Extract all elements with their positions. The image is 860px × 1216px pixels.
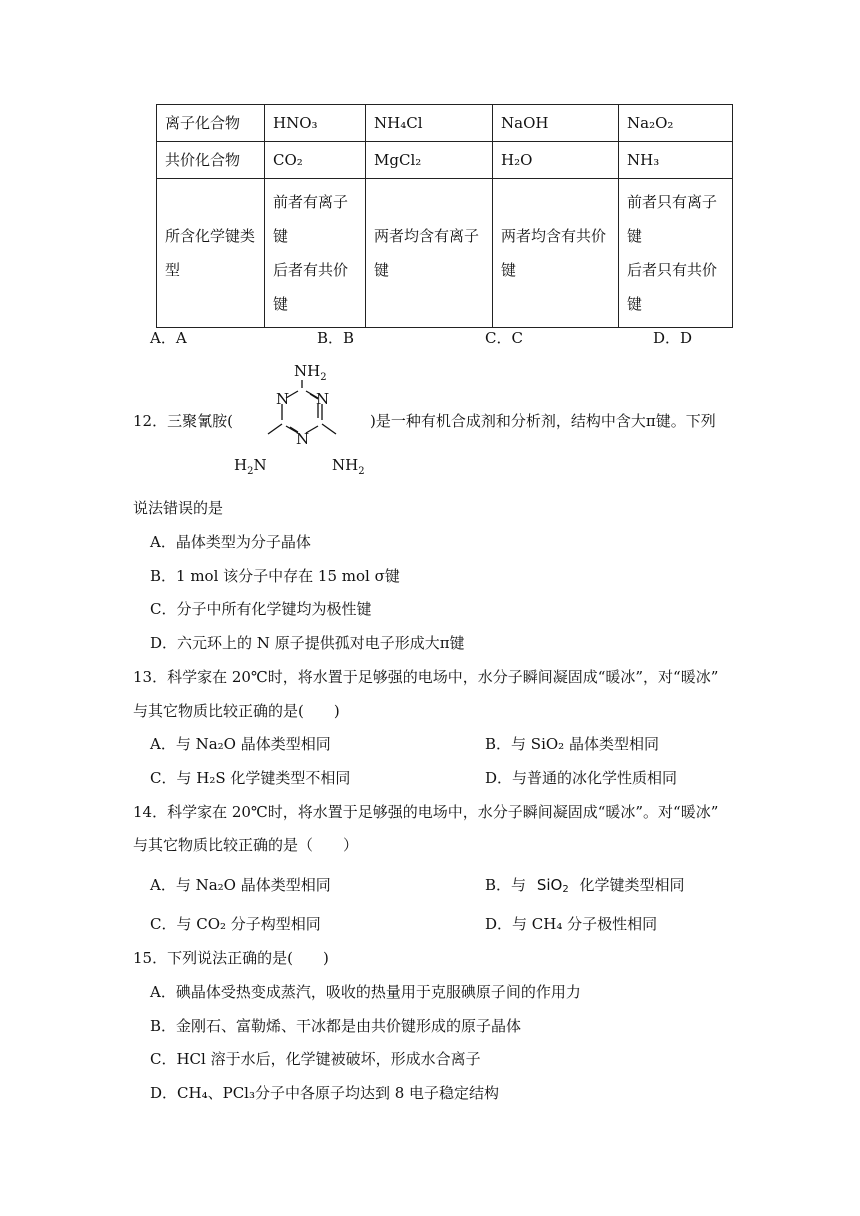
q14-option-d: D．与 CH₄ 分子极性相同 <box>485 915 658 933</box>
right-amine-label: $NH_2$ <box>332 456 365 477</box>
table-cell: 共价化合物 <box>157 142 265 179</box>
cell-line: 键 <box>627 227 643 245</box>
q14-stem-line2: 与其它物质比较正确的是（ ） <box>133 836 359 854</box>
table-cell: NH₃ <box>619 142 733 179</box>
q12-stem-prefix: 12．三聚氰胺( <box>133 412 233 430</box>
q11-option-d: D．D <box>653 329 693 347</box>
cell-line: 键 <box>501 261 517 279</box>
table-cell: 离子化合物 <box>157 105 265 142</box>
cell-line: 两者均含有共价 <box>501 227 607 245</box>
table-cell: Na₂O₂ <box>619 105 733 142</box>
q12-stem-suffix: )是一种有机合成剂和分析剂，结构中含大π键。下列 <box>370 412 716 430</box>
cell-line: 后者有共价 <box>273 261 349 279</box>
cell-line: 键 <box>273 227 289 245</box>
q11-option-b: B．B <box>317 329 355 347</box>
q14-option-b <box>485 874 684 895</box>
q14-stem-line1: 14．科学家在 20℃时，将水置于足够强的电场中，水分子瞬间凝固成“暖冰”。对“暖冰” <box>133 803 719 821</box>
option-b-prefix: B．与 <box>485 876 527 894</box>
q12-option-a: A．晶体类型为分子晶体 <box>150 533 311 551</box>
q12-stem-line2: 说法错误的是 <box>133 499 224 517</box>
q13-option-c: C．与 H₂S 化学键类型不相同 <box>150 769 351 787</box>
option-b-suffix: 化学键类型相同 <box>579 876 685 894</box>
q15-option-c: C．HCl 溶于水后，化学键被破坏，形成水合离子 <box>150 1050 481 1068</box>
q12-option-b: B．1 mol 该分子中存在 15 mol σ键 <box>150 567 400 585</box>
table-cell: MgCl₂ <box>366 142 493 179</box>
q13-stem-line2: 与其它物质比较正确的是( ) <box>133 702 340 720</box>
q14-option-c: C．与 CO₂ 分子构型相同 <box>150 915 321 933</box>
cell-line: 键 <box>374 261 390 279</box>
ring-nitrogen-label: N <box>276 390 290 408</box>
top-amine-label: $NH_2$ <box>294 362 327 383</box>
q12-option-c: C．分子中所有化学键均为极性键 <box>150 600 372 618</box>
table-cell <box>619 179 733 328</box>
ring-nitrogen-label: N <box>296 430 310 448</box>
table-cell <box>366 179 493 328</box>
table-cell <box>157 179 265 328</box>
left-amine-label: $H_2N$ <box>234 456 267 477</box>
table-row-ionic <box>157 105 733 142</box>
table-cell: H₂O <box>493 142 619 179</box>
table-cell <box>265 179 366 328</box>
q15-option-a: A．碘晶体受热变成蒸汽，吸收的热量用于克服碘原子间的作用力 <box>150 983 581 1001</box>
table-row-covalent <box>157 142 733 179</box>
sio2-formula: SiO$_2$ <box>536 876 569 895</box>
q13-option-b: B．与 SiO₂ 晶体类型相同 <box>485 735 659 753</box>
q11-option-c: C．C <box>485 329 523 347</box>
cell-line: 键 <box>273 295 289 313</box>
table-row-bond-type <box>157 179 733 328</box>
table-cell: HNO₃ <box>265 105 366 142</box>
table-cell: NaOH <box>493 105 619 142</box>
q15-stem: 15．下列说法正确的是( ) <box>133 949 329 967</box>
atom-labels <box>234 362 365 477</box>
table-cell: NH₄Cl <box>366 105 493 142</box>
q14-option-a: A．与 Na₂O 晶体类型相同 <box>150 876 331 894</box>
q11-option-a: A．A <box>150 329 187 347</box>
q13-option-a: A．与 Na₂O 晶体类型相同 <box>150 735 331 753</box>
melamine-structure-diagram <box>228 354 378 484</box>
cell-line: 键 <box>627 295 643 313</box>
table-cell <box>493 179 619 328</box>
q15-option-d: D．CH₄、PCl₃分子中各原子均达到 8 电子稳定结构 <box>150 1084 500 1102</box>
q13-option-d: D．与普通的冰化学性质相同 <box>485 769 678 787</box>
ring-nitrogen-label: N <box>316 390 330 408</box>
cell-line: 前者只有离子 <box>627 193 718 211</box>
cell-line: 所含化学键类 <box>165 227 256 245</box>
cell-line: 型 <box>165 261 181 279</box>
cell-line: 前者有离子 <box>273 193 349 211</box>
compound-comparison-table <box>156 104 733 328</box>
table-cell: CO₂ <box>265 142 366 179</box>
q13-stem-line1: 13．科学家在 20℃时，将水置于足够强的电场中，水分子瞬间凝固成“暖冰”，对“暖冰” <box>133 668 719 686</box>
cell-line: 两者均含有离子 <box>374 227 480 245</box>
q15-option-b: B．金刚石、富勒烯、干冰都是由共价键形成的原子晶体 <box>150 1017 522 1035</box>
q12-option-d: D．六元环上的 N 原子提供孤对电子形成大π键 <box>150 634 465 652</box>
cell-line: 后者只有共价 <box>627 261 718 279</box>
